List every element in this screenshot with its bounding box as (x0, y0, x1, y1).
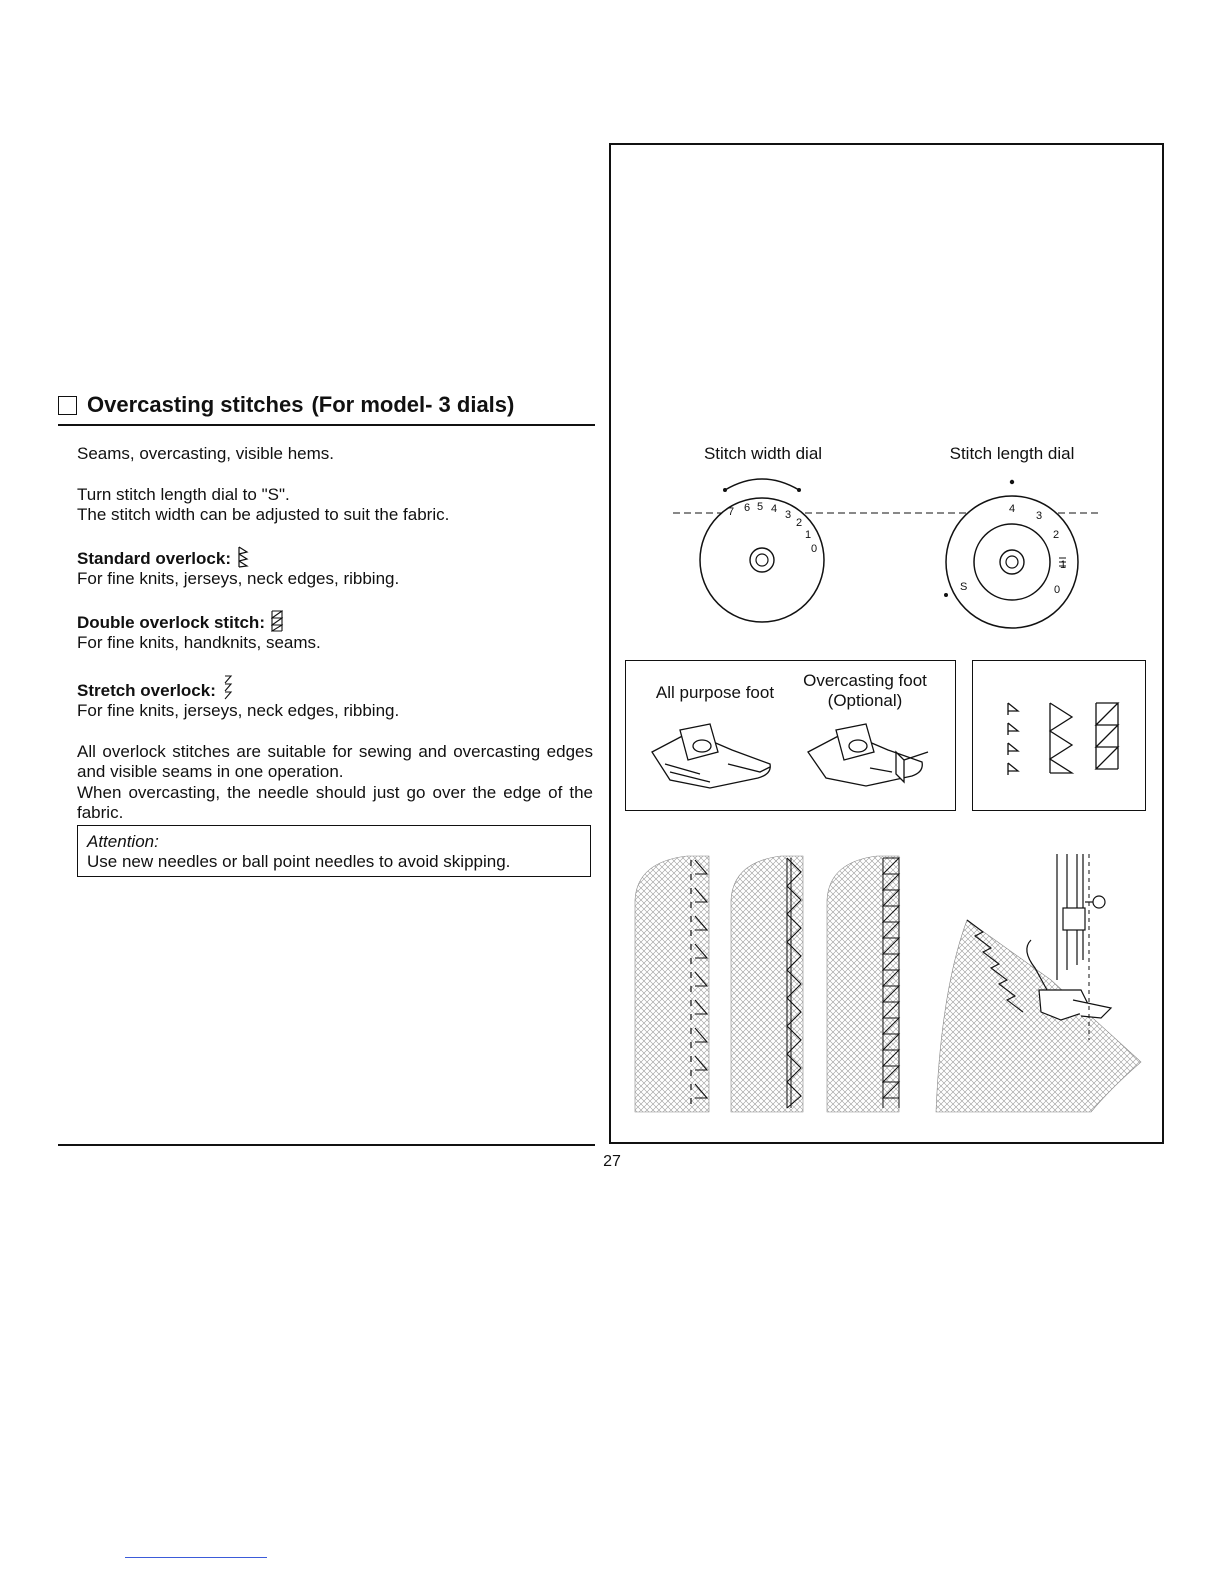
attention-text: Use new needles or ball point needles to avoid skipping. (87, 852, 511, 871)
stitch-double (77, 610, 593, 654)
fabric-samples-illustration (611, 840, 1161, 1130)
stitch-stretch-name: Stretch overlock: (77, 680, 216, 700)
section-title (58, 392, 514, 418)
svg-text:5: 5 (757, 501, 764, 513)
footer-link-underline (125, 1557, 267, 1558)
overcasting-foot-icon (808, 724, 928, 786)
stretch-overlock-symbol (1008, 703, 1018, 775)
stretch-overlock-icon (222, 674, 234, 700)
stitch-symbols (990, 685, 1130, 795)
setup-line-2: The stitch width can be adjusted to suit the fabric. (77, 505, 450, 524)
dials-illustration (611, 470, 1161, 640)
title-sub: (For model- 3 dials) (311, 392, 515, 417)
svg-text:3: 3 (1036, 510, 1043, 522)
attention-title: Attention: (87, 832, 159, 851)
left-column (77, 444, 593, 824)
stitch-standard (77, 546, 593, 590)
svg-text:2: 2 (1053, 529, 1060, 541)
setup-block (77, 485, 593, 526)
svg-text:4: 4 (1009, 503, 1016, 515)
standard-overlock-symbol (1050, 703, 1072, 773)
stitch-standard-name: Standard overlock: (77, 548, 231, 568)
stitch-length-dial-label: Stitch length dial (949, 444, 1075, 463)
title-main: Overcasting stitches (87, 392, 304, 417)
sewing-machine-illustration (936, 854, 1141, 1112)
svg-text:7: 7 (728, 506, 735, 518)
width-range-arc (725, 479, 799, 490)
svg-text:1: 1 (1060, 559, 1067, 571)
svg-text:6: 6 (744, 502, 751, 514)
svg-text:1: 1 (805, 529, 812, 541)
svg-text:0: 0 (1054, 584, 1061, 596)
double-overlock-icon (271, 610, 283, 632)
double-overlock-symbol (1096, 703, 1118, 769)
stitch-length-dial (944, 480, 1078, 628)
fabric-sample-stretch (635, 856, 709, 1112)
all-purpose-foot-label: All purpose foot (655, 683, 775, 702)
attention-box (77, 825, 591, 877)
fabric-sample-double (827, 856, 899, 1112)
svg-text:4: 4 (771, 503, 778, 515)
page-number: 27 (603, 1153, 621, 1170)
stitch-width-dial-label: Stitch width dial (703, 444, 823, 463)
standard-overlock-icon (237, 546, 249, 568)
title-underline (58, 424, 595, 426)
svg-text:2: 2 (796, 517, 803, 529)
general-p1: All overlock stitches are suitable for sewing and overcasting edges and visible seams in one operation. (77, 741, 593, 781)
stitch-standard-desc: For fine knits, jerseys, neck edges, ribbing. (77, 569, 400, 588)
overcasting-foot-label: Overcasting foot (Optional) (803, 671, 927, 710)
checkbox-icon (58, 396, 77, 415)
svg-text:S: S (960, 581, 968, 593)
presser-feet-illustration (640, 722, 940, 802)
stitch-stretch (77, 674, 593, 722)
fabric-sample-standard (731, 856, 803, 1112)
svg-text:0: 0 (811, 543, 818, 555)
stitch-width-dial (700, 479, 824, 622)
svg-text:3: 3 (785, 509, 792, 521)
setup-line-1: Turn stitch length dial to "S". (77, 484, 290, 504)
all-purpose-foot-icon (652, 724, 770, 788)
stitch-double-name: Double overlock stitch: (77, 612, 265, 632)
stitch-double-desc: For fine knits, handknits, seams. (77, 633, 321, 652)
stitch-stretch-desc: For fine knits, jerseys, neck edges, ribbing. (77, 701, 400, 720)
general-p2: When overcasting, the needle should just go over the edge of the fabric. (77, 782, 593, 822)
intro-text: Seams, overcasting, visible hems. (77, 444, 334, 463)
bottom-rule (58, 1144, 595, 1146)
